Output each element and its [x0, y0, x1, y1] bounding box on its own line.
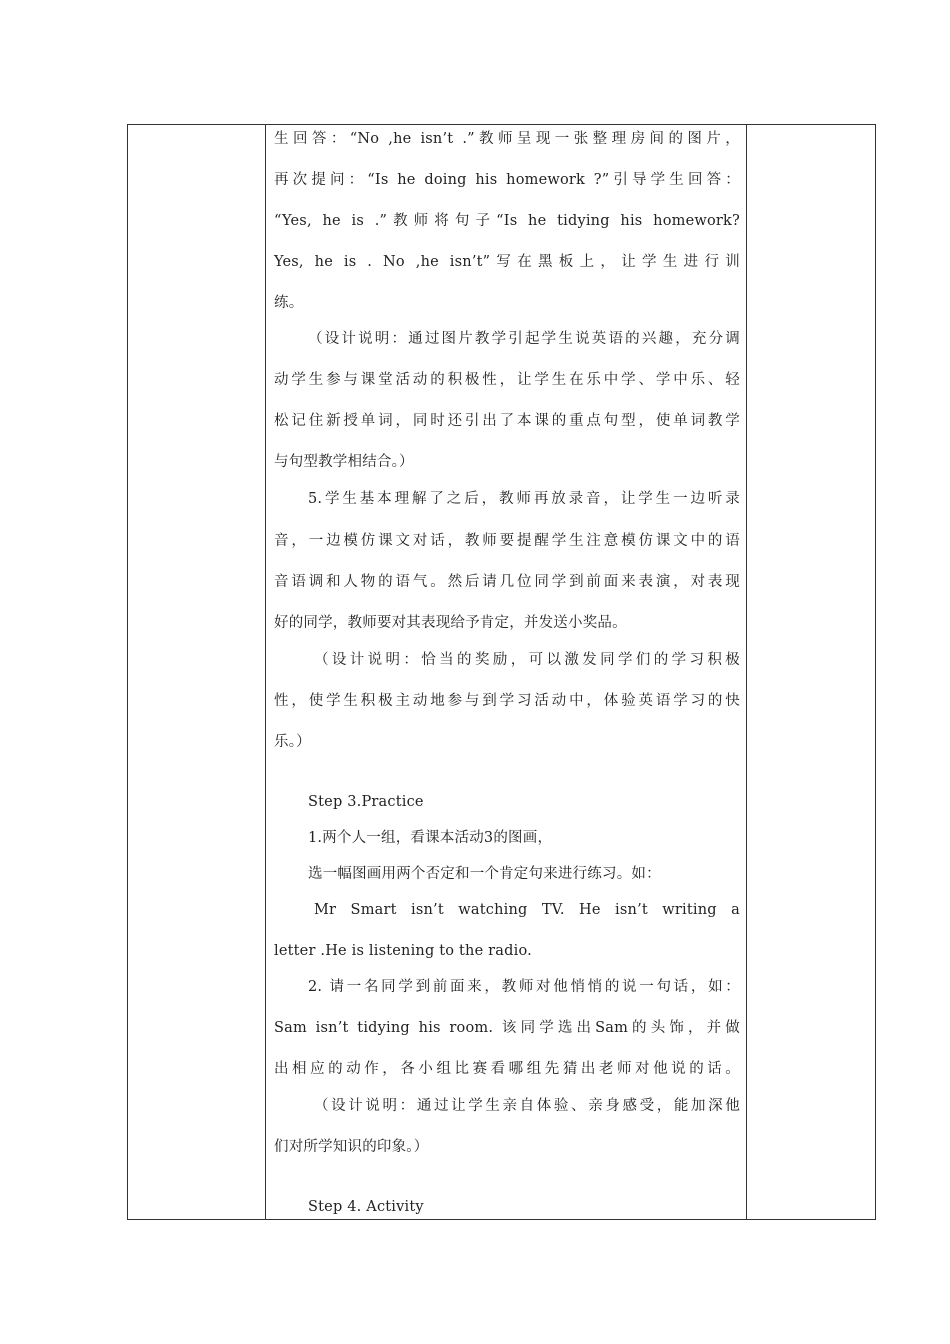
- text-line: Step 4. Activity: [308, 1199, 424, 1215]
- text-line: （设计说明：通过图片教学引起学生说英语的兴趣，充分调: [308, 331, 740, 347]
- text-line: 选一幅图画用两个否定和一个肯定句来进行练习。如：: [308, 866, 661, 882]
- column-divider-left: [265, 125, 266, 1219]
- text-line: letter .He is listening to the radio.: [274, 943, 532, 959]
- text-line: 音，一边模仿课文对话，教师要提醒学生注意模仿课文中的语: [274, 533, 740, 549]
- text-line: （设计说明：恰当的奖励，可以激发同学们的学习积极: [314, 652, 740, 668]
- text-line: 乐。）: [274, 734, 311, 750]
- text-line: 与句型教学相结合。）: [274, 454, 414, 470]
- text-line: 2. 请一名同学到前面来，教师对他悄悄的说一句话，如：: [308, 979, 740, 995]
- text-line: 练。: [274, 295, 304, 311]
- text-line: Yes, he is . No ,he isn’t”写在黑板上，让学生进行训: [274, 254, 740, 270]
- text-line: Mr Smart isn’t watching TV. He isn’t writing a: [314, 902, 740, 918]
- text-line: 们对所学知识的印象。）: [274, 1139, 429, 1155]
- text-line: （设计说明：通过让学生亲自体验、亲身感受，能加深他: [314, 1098, 740, 1114]
- text-line: 动学生参与课堂活动的积极性，让学生在乐中学、学中乐、轻: [274, 372, 740, 388]
- text-line: 1.两个人一组，看课本活动3的图画，: [308, 830, 553, 846]
- text-line: 5.学生基本理解了之后，教师再放录音，让学生一边听录: [308, 491, 740, 507]
- text-line: 好的同学，教师要对其表现给予肯定，并发送小奖品。: [274, 615, 627, 631]
- column-divider-right: [746, 125, 747, 1219]
- text-line: 松记住新授单词，同时还引出了本课的重点句型，使单词教学: [274, 413, 740, 429]
- text-line: 音语调和人物的语气。然后请几位同学到前面来表演，对表现: [274, 574, 740, 590]
- text-line: 生回答：“No ,he isn’t .”教师呈现一张整理房间的图片，: [274, 131, 740, 147]
- lesson-table: [127, 124, 876, 1220]
- text-line: 性，使学生积极主动地参与到学习活动中，体验英语学习的快: [274, 693, 740, 709]
- text-line: Step 3.Practice: [308, 794, 424, 810]
- text-line: 出相应的动作，各小组比赛看哪组先猜出老师对他说的话。: [274, 1061, 740, 1077]
- text-line: “Yes, he is .”教师将句子“Is he tidying his homework?: [274, 213, 740, 229]
- text-line: 再次提问：“Is he doing his homework ?”引导学生回答：: [274, 172, 740, 188]
- text-line: Sam isn’t tidying his room. 该同学选出Sam的头饰，并做: [274, 1020, 740, 1036]
